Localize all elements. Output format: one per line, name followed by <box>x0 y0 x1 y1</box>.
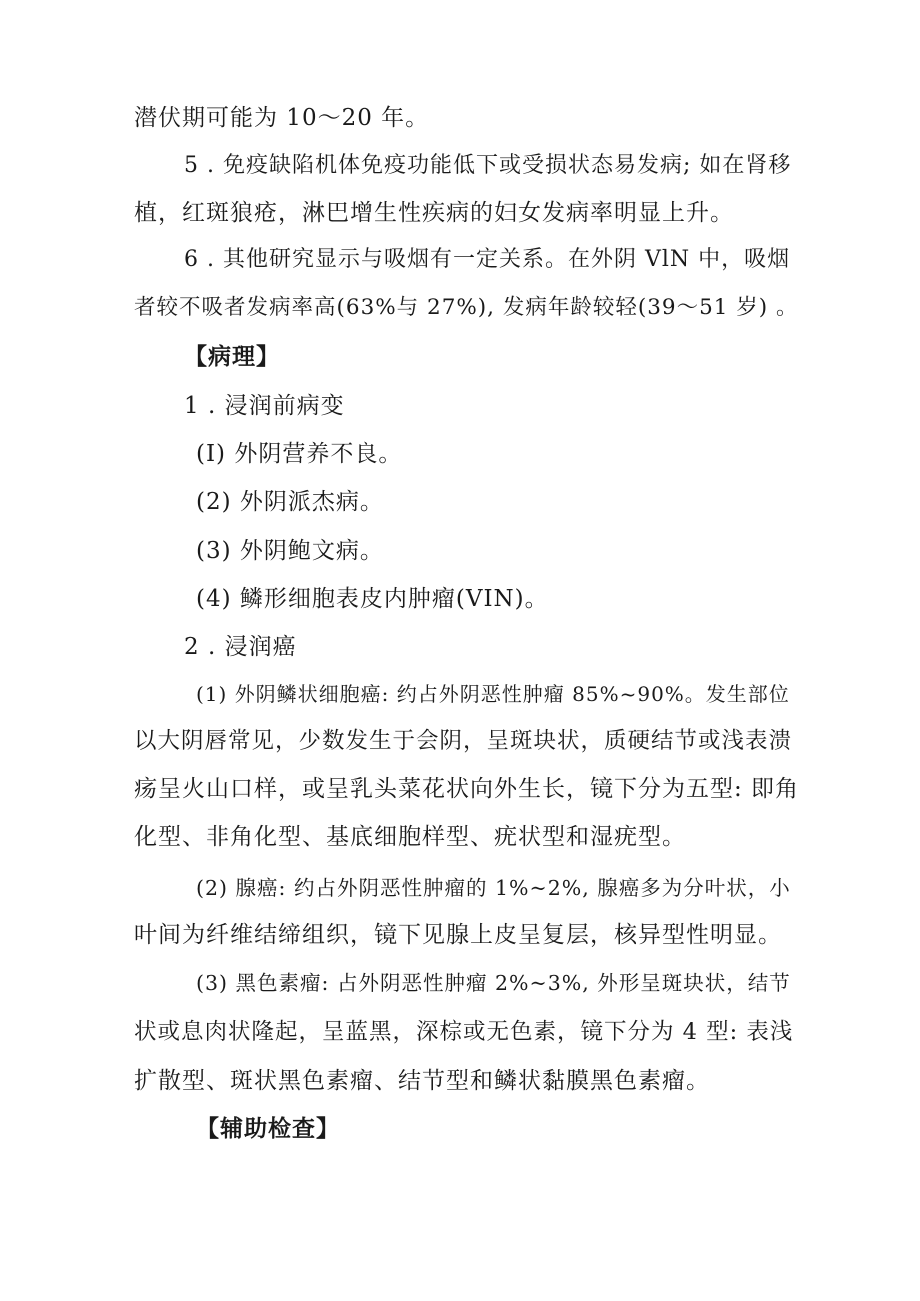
text-line: 以大阴唇常见，少数发生于会阴，呈斑块状，质硬结节或浅表溃 <box>134 728 793 754</box>
text-line: 叶间为纤维结缔组织，镜下见腺上皮呈复层，核异型性明显。 <box>134 922 782 948</box>
text-line: 者较不吸者发病率高(63%与 27%), 发病年龄较轻(39～51 岁) 。 <box>134 295 799 320</box>
text-line: 5 . 免疫缺陷机体免疫功能低下或受损状态易发病; 如在肾移 <box>184 153 792 178</box>
text-line: 化型、非角化型、基底细胞样型、疣状型和湿疣型。 <box>134 824 686 850</box>
text-line: 扩散型、斑状黑色素瘤、结节型和鳞状黏膜黑色素瘤。 <box>134 1068 710 1094</box>
text-line: (3) 外阴鲍文病。 <box>196 538 384 564</box>
text-line: 1 . 浸润前病变 <box>184 393 345 419</box>
text-line: 2 . 浸润癌 <box>184 634 297 660</box>
text-line: 疡呈火山口样，或呈乳头菜花状向外生长，镜下分为五型: 即角 <box>134 776 800 802</box>
text-line: (2) 腺癌: 约占外阴恶性肿瘤的 1%~2%, 腺癌多为分叶状，小 <box>196 876 791 900</box>
section-heading-auxiliary-exam: 【辅助检查】 <box>196 1115 340 1142</box>
text-line: (I) 外阴营养不良。 <box>196 441 403 467</box>
text-line: (2) 外阴派杰病。 <box>196 489 384 515</box>
text-line: 6 . 其他研究显示与吸烟有一定关系。在外阴 VlN 中，吸烟 <box>184 247 791 272</box>
text-line: (4) 鳞形细胞表皮内肿瘤(VIN)。 <box>196 586 549 612</box>
text-line: (3) 黑色素瘤: 占外阴恶性肿瘤 2%~3%, 外形呈斑块状，结节 <box>196 971 791 995</box>
text-line: 植，红斑狼疮，淋巴增生性疾病的妇女发病率明显上升。 <box>134 200 734 226</box>
section-heading-pathology: 【病理】 <box>184 343 280 370</box>
text-line: 状或息肉状隆起，呈蓝黑，深棕或无色素，镜下分为 4 型: 表浅 <box>134 1019 794 1045</box>
text-line: 潜伏期可能为 10～20 年。 <box>134 105 430 131</box>
text-line: (1) 外阴鳞状细胞癌: 约占外阴恶性肿瘤 85%~90%。发生部位 <box>196 682 790 706</box>
